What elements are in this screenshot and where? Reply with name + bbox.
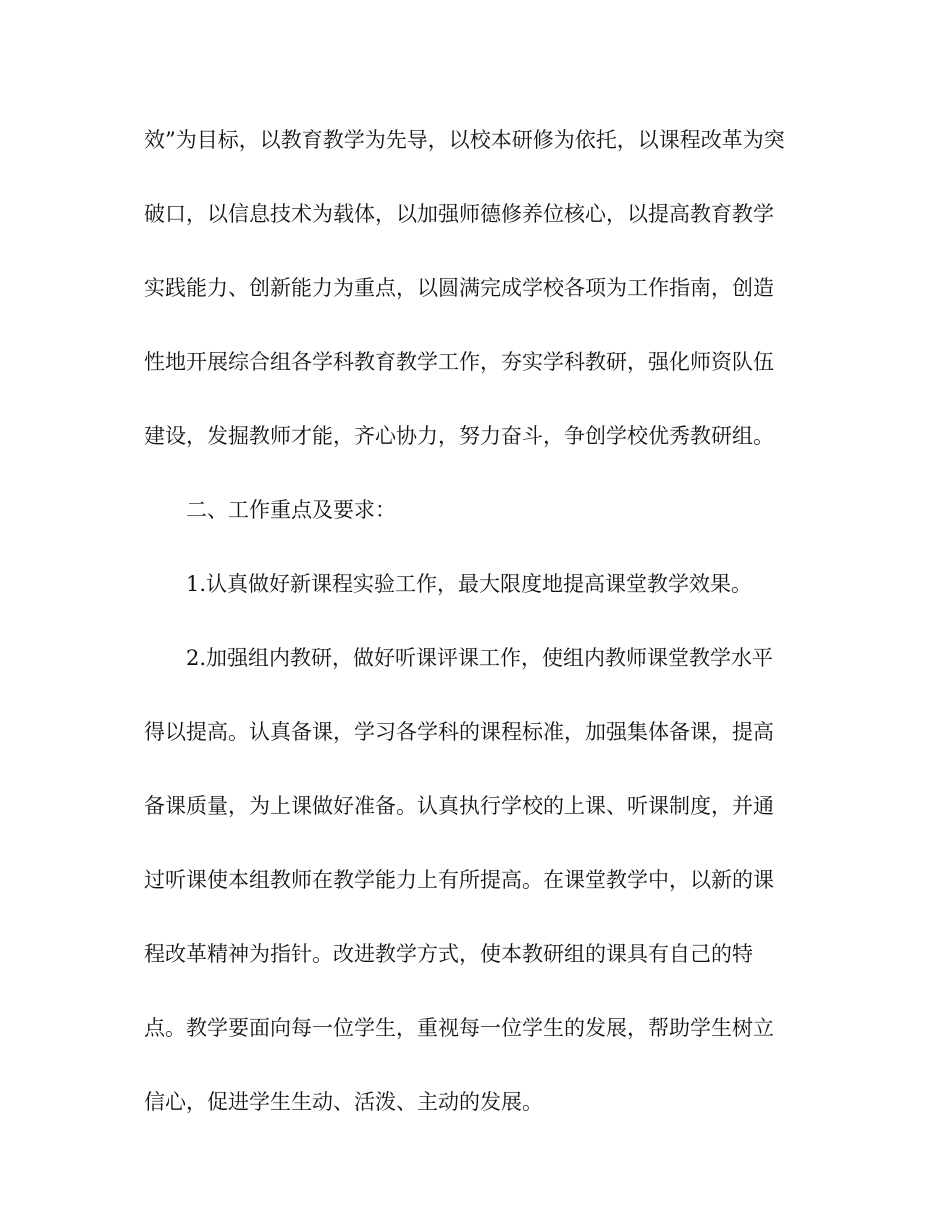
list-item-2-line-5: 程改革精神为指针。改进教学方式，使本教研组的课具有自己的特: [144, 942, 753, 966]
list-item-2-line-7: 信心，促进学生生动、活泼、主动的发展。: [144, 1090, 543, 1114]
list-item-2-line-1: 2.加强组内教研，做好听课评课工作，使组内教师课堂教学水平: [186, 646, 774, 670]
paragraph-line-4: 性地开展综合组各学科教育教学工作，夯实学科教研，强化师资队伍: [144, 350, 774, 374]
list-item-2-line-6: 点。教学要面向每一位学生，重视每一位学生的发展，帮助学生树立: [144, 1016, 774, 1040]
list-item-2-line-3: 备课质量，为上课做好准备。认真执行学校的上课、听课制度，并通: [144, 794, 774, 818]
paragraph-line-3: 实践能力、创新能力为重点，以圆满完成学校各项为工作指南，创造: [144, 276, 774, 300]
paragraph-line-2: 破口，以信息技术为载体，以加强师德修养位核心，以提高教育教学: [144, 202, 774, 226]
list-item-2-line-4: 过听课使本组教师在教学能力上有所提高。在课堂教学中，以新的课: [144, 868, 774, 892]
paragraph-line-1: 效”为目标，以教育教学为先导，以校本研修为依托，以课程改革为突: [144, 128, 785, 152]
list-item-2-line-2: 得以提高。认真备课，学习各学科的课程标准，加强集体备课，提高: [144, 720, 774, 744]
list-item-1: 1.认真做好新课程实验工作，最大限度地提高课堂教学效果。: [186, 572, 753, 596]
section-heading: 二、工作重点及要求：: [186, 498, 396, 522]
paragraph-line-5: 建设，发掘教师才能，齐心协力，努力奋斗，争创学校优秀教研组。: [144, 424, 774, 448]
